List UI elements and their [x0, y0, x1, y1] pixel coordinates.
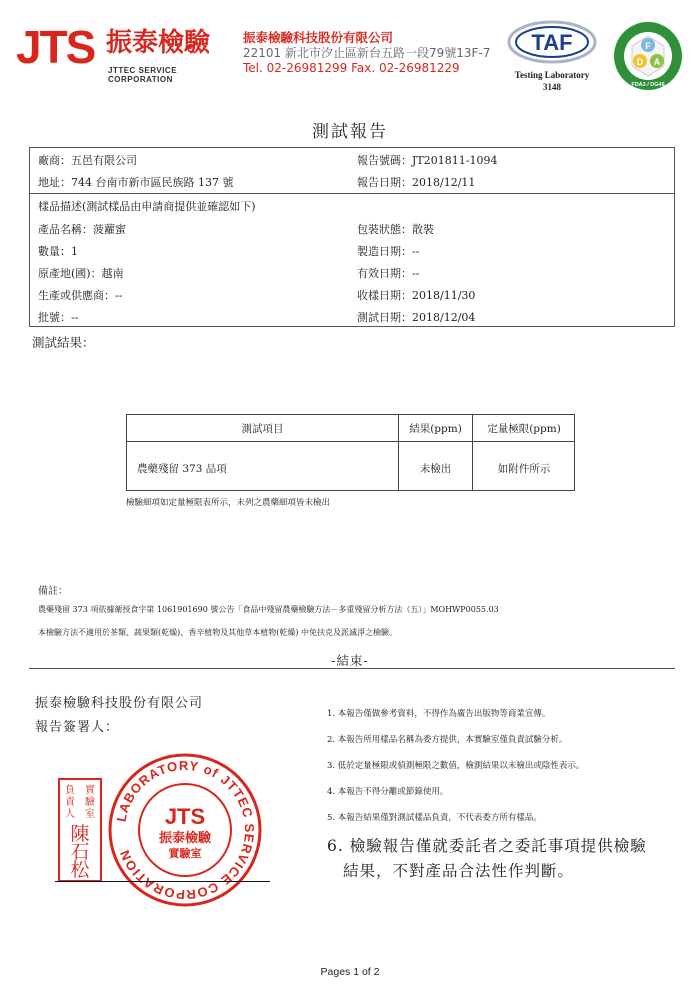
note-item: 1. 本報告僅做參考資料，不得作為廣告出版物等商業宣傳。: [327, 709, 551, 719]
company-phone: Tel. 02-26981299 Fax. 02-26981229: [243, 61, 460, 75]
seal-char: 責: [65, 797, 75, 808]
taf-logo: [505, 18, 600, 98]
seal-char: 石: [70, 841, 90, 863]
producer: 生產或供應商：--: [38, 289, 123, 302]
signature-label: 報告簽署人：: [35, 720, 120, 735]
table-divider: [30, 193, 674, 194]
fda-letter-f: F: [645, 41, 651, 51]
logo-english-name: JTTEC SERVICE CORPORATION: [108, 66, 178, 84]
header-result: 結果(ppm): [409, 423, 462, 435]
seal-logo: JTS: [164, 804, 206, 829]
report-title: 測試報告: [312, 122, 388, 142]
note-item: 2. 本報告所用樣品名稱為委方提供，本實驗室僅負責試驗分析。: [327, 735, 568, 745]
batch-number: 批號：--: [38, 311, 79, 324]
company-info: [243, 30, 493, 76]
sample-description: 樣品描述(測試樣品由申請商提供並確認如下): [38, 200, 256, 213]
remark-exclusion: 本檢驗方法不適用於茶類、蔬果類(乾燥)、香辛植物及其他草本植物(乾燥) 中免扶克及派滅淨之檢驗。: [38, 628, 398, 637]
seal-ring-text: LABORATORY of JTTEC SERVICE CORPORATION: [113, 757, 258, 903]
result-value: 未檢出: [419, 463, 452, 475]
seal-char: 室: [85, 809, 95, 820]
header-limit: 定量極限(ppm): [487, 423, 561, 435]
remark-method: 農藥殘留 373 項依據衛授食字第 1061901690 號公告「食品中殘留農藥檢驗方法－多重殘留分析方法（五）」MOHWP0055.03: [38, 605, 499, 614]
fda-letter-d: D: [636, 57, 644, 67]
signer-seal: [58, 778, 102, 882]
taf-text: TAF: [531, 30, 573, 55]
note-item: 4. 本報告不得分離或節錄使用。: [327, 787, 449, 797]
remarks-heading: 備註：: [38, 586, 68, 597]
laboratory-seal: [107, 752, 263, 908]
report-number: 報告號碼：JT201811-1094: [357, 154, 498, 167]
results-note: 檢驗細項如定量極限表所示，未列之農藥細項皆未檢出: [126, 498, 331, 508]
company-logo: [16, 22, 231, 84]
seal-char: 松: [70, 859, 90, 880]
results-table: [126, 414, 575, 491]
test-date: 測試日期：2018/12/04: [357, 311, 476, 324]
note-emphasis-line2: 結果，不對產品合法性作判斷。: [343, 862, 575, 880]
table-divider: [127, 441, 574, 442]
result-limit: 如附件所示: [497, 463, 551, 475]
package-status: 包裝狀態：散裝: [357, 223, 434, 236]
note-emphasis-line1: 6. 檢驗報告僅就委託者之委託事項提供檢驗: [327, 837, 647, 855]
seal-char: 實: [85, 785, 95, 796]
seal-char: 驗: [85, 797, 95, 808]
end-mark: -結束-: [331, 653, 369, 668]
quantity: 數量：1: [38, 245, 78, 258]
signature-line: [55, 881, 270, 882]
seal-name: 振泰檢驗: [158, 831, 212, 846]
note-item: 5. 本報告結果僅對測試樣品負責，不代表委方所有樣品。: [327, 813, 542, 823]
seal-char: 陳: [70, 823, 90, 845]
fda-certification-logo: [612, 20, 684, 92]
signature-company: 振泰檢驗科技股份有限公司: [35, 696, 204, 711]
product-name: 產品名稱：菠蘿蜜: [38, 223, 126, 236]
logo-mark: JTS: [16, 21, 95, 73]
company-name: 振泰檢驗科技股份有限公司: [243, 30, 394, 45]
origin: 原產地(國)：越南: [38, 267, 124, 280]
header-test-item: 測試項目: [241, 423, 284, 435]
taf-number: 3148: [543, 82, 561, 92]
taf-caption: Testing Laboratory: [514, 70, 590, 80]
manufacture-date: 製造日期：--: [357, 245, 420, 258]
vendor: 廠商：五邑有限公司: [38, 154, 137, 167]
seal-char: 負: [65, 785, 75, 796]
result-item: 農藥殘留 373 品項: [137, 463, 227, 475]
vendor-address: 地址：744 台南市新市區民族路 137 號: [38, 176, 234, 189]
fda-letter-a: A: [653, 57, 661, 67]
logo-name: 振泰檢驗: [106, 28, 211, 58]
fda-caption: FDA3 / DG46: [631, 82, 665, 88]
page-number: Pages 1 of 2: [320, 966, 380, 978]
seal-char: 人: [65, 809, 75, 820]
note-item: 3. 低於定量極限或偵測極限之數值，檢測結果以未檢出或陰性表示。: [327, 761, 585, 771]
section-divider: [29, 668, 675, 669]
received-date: 收樣日期：2018/11/30: [357, 289, 476, 302]
results-heading: 測試結果：: [32, 335, 95, 350]
sample-info-table: [29, 147, 675, 327]
expiry-date: 有效日期：--: [357, 267, 420, 280]
seal-lab: 實驗室: [168, 847, 202, 860]
note-item-emphasis: [327, 834, 647, 884]
report-date: 報告日期：2018/12/11: [357, 176, 476, 189]
company-address: 22101 新北市汐止區新台五路一段79號13F-7: [243, 46, 491, 60]
